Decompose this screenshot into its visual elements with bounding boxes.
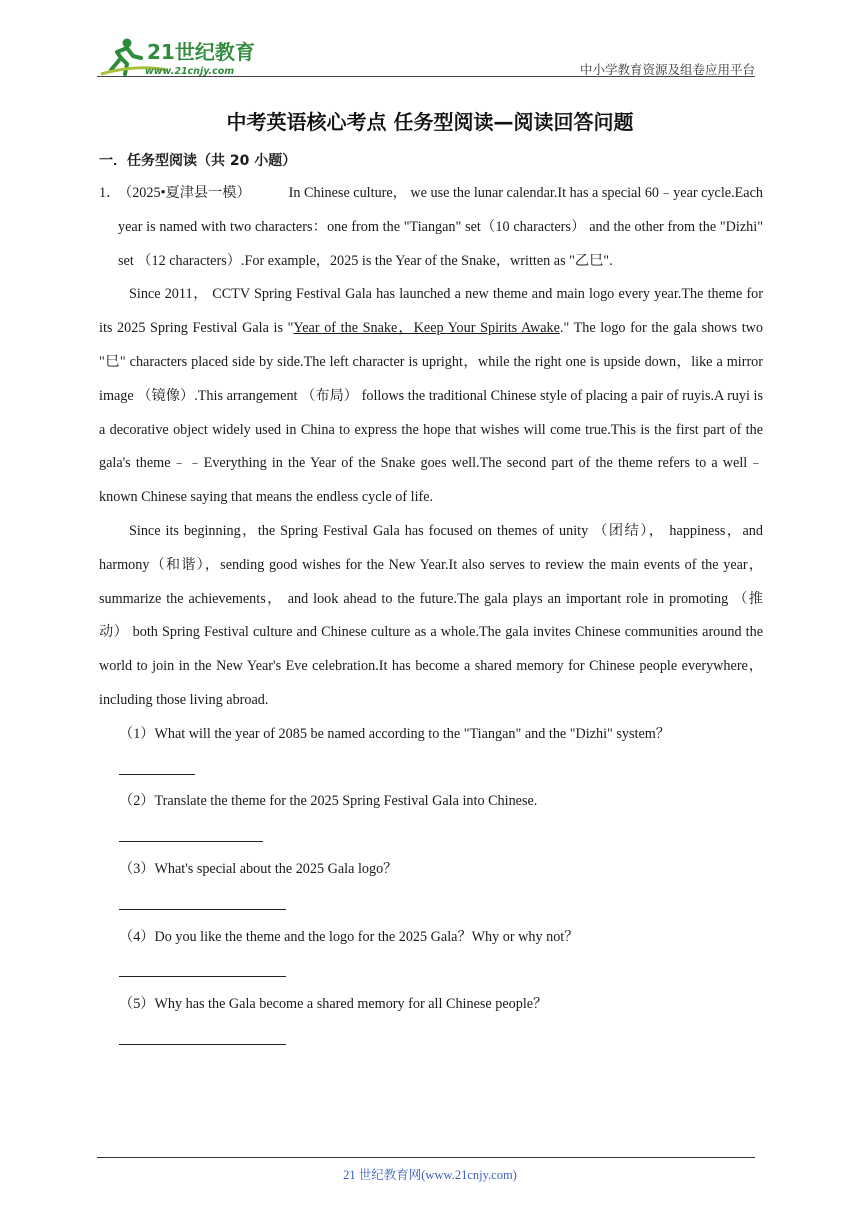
theme-underlined: Year of the Snake，Keep Your Spirits Awake — [293, 320, 560, 337]
svg-text:21世纪教育: 21世纪教育 — [147, 40, 255, 64]
passage-paragraph-2: Since 2011， CCTV Spring Festival Gala has launched a new theme and main logo every year.The theme for its 2025 Spring Festival Gala is "Year of the Snake，Keep Your Spirits Awake." The logo for the gala shows two "巳" characters placed side by side.The left character is upright，while the right one is upside down，like a mirror image （镜像）.This arrangement （布局） follows the traditional Chinese style of placing a pair of ruyis.A ruyi is a decorative object widely used in China to express the hope that wishes will come true.This is the first part of the gala's theme﹣﹣Everything in the Year of the Snake goes well.The second part of the theme refers to a well﹣known Chinese saying that means the endless cycle of life. — [99, 286, 763, 506]
answer-blank-5[interactable] — [99, 1022, 763, 1056]
header-divider — [97, 76, 755, 77]
sub-question-3: （3）What's special about the 2025 Gala logo？ — [119, 860, 398, 877]
answer-blank-3[interactable] — [99, 887, 763, 921]
passage-paragraph-1: In Chinese culture， we use the lunar calendar.It has a special 60﹣year cycle.Each year is named with two characters：one from the "Tiangan" set（10 characters） and the other from the "Dizhi" set （12 characters）.For example，2025 is the Year of the Snake，written as "乙巳". — [118, 185, 763, 269]
svg-text:www.21cnjy.com: www.21cnjy.com — [145, 66, 235, 77]
question-1 — [99, 177, 763, 278]
21cnjy-logo — [97, 34, 267, 78]
question-source: （2025•夏津县一模） — [118, 185, 251, 201]
passage-paragraph-3: Since its beginning，the Spring Festival Gala has focused on themes of unity （团结）， happiness，and harmony（和谐），sending good wishes for the New Year.It also serves to review the main events of the year， summarize the achievements， and look ahead to the future.The gala plays an important role in promoting （推动） both Spring Festival culture and Chinese culture as a whole.The gala invites Chinese communities around the world to join in the New Year's Eve celebration.It has become a shared memory for Chinese people everywhere，including those living abroad. — [99, 522, 763, 708]
footer-link[interactable]: 21 世纪教育网(www.21cnjy.com) — [343, 1168, 517, 1182]
answer-blank-4[interactable] — [99, 954, 763, 988]
question-number: 1． — [99, 185, 121, 201]
platform-name: 中小学教育资源及组卷应用平台 — [579, 63, 755, 77]
question-content — [99, 177, 763, 1056]
footer-divider — [97, 1157, 755, 1158]
page-title: 中考英语核心考点 任务型阅读—阅读回答问题 — [226, 110, 634, 134]
section-heading: 一．任务型阅读（共 20 小题） — [99, 153, 297, 169]
sub-question-2: （2）Translate the theme for the 2025 Spring Festival Gala into Chinese. — [119, 793, 538, 810]
page-header — [97, 34, 755, 78]
sub-question-5: （5）Why has the Gala become a shared memory for all Chinese people？ — [119, 996, 548, 1013]
sub-question-4: （4）Do you like the theme and the logo for the 2025 Gala？Why or why not？ — [119, 928, 579, 945]
sub-question-1: （1）What will the year of 2085 be named according to the "Tiangan" and the "Dizhi" system？ — [119, 725, 670, 742]
answer-blank-1[interactable] — [99, 752, 763, 786]
answer-blank-2[interactable] — [99, 819, 763, 853]
